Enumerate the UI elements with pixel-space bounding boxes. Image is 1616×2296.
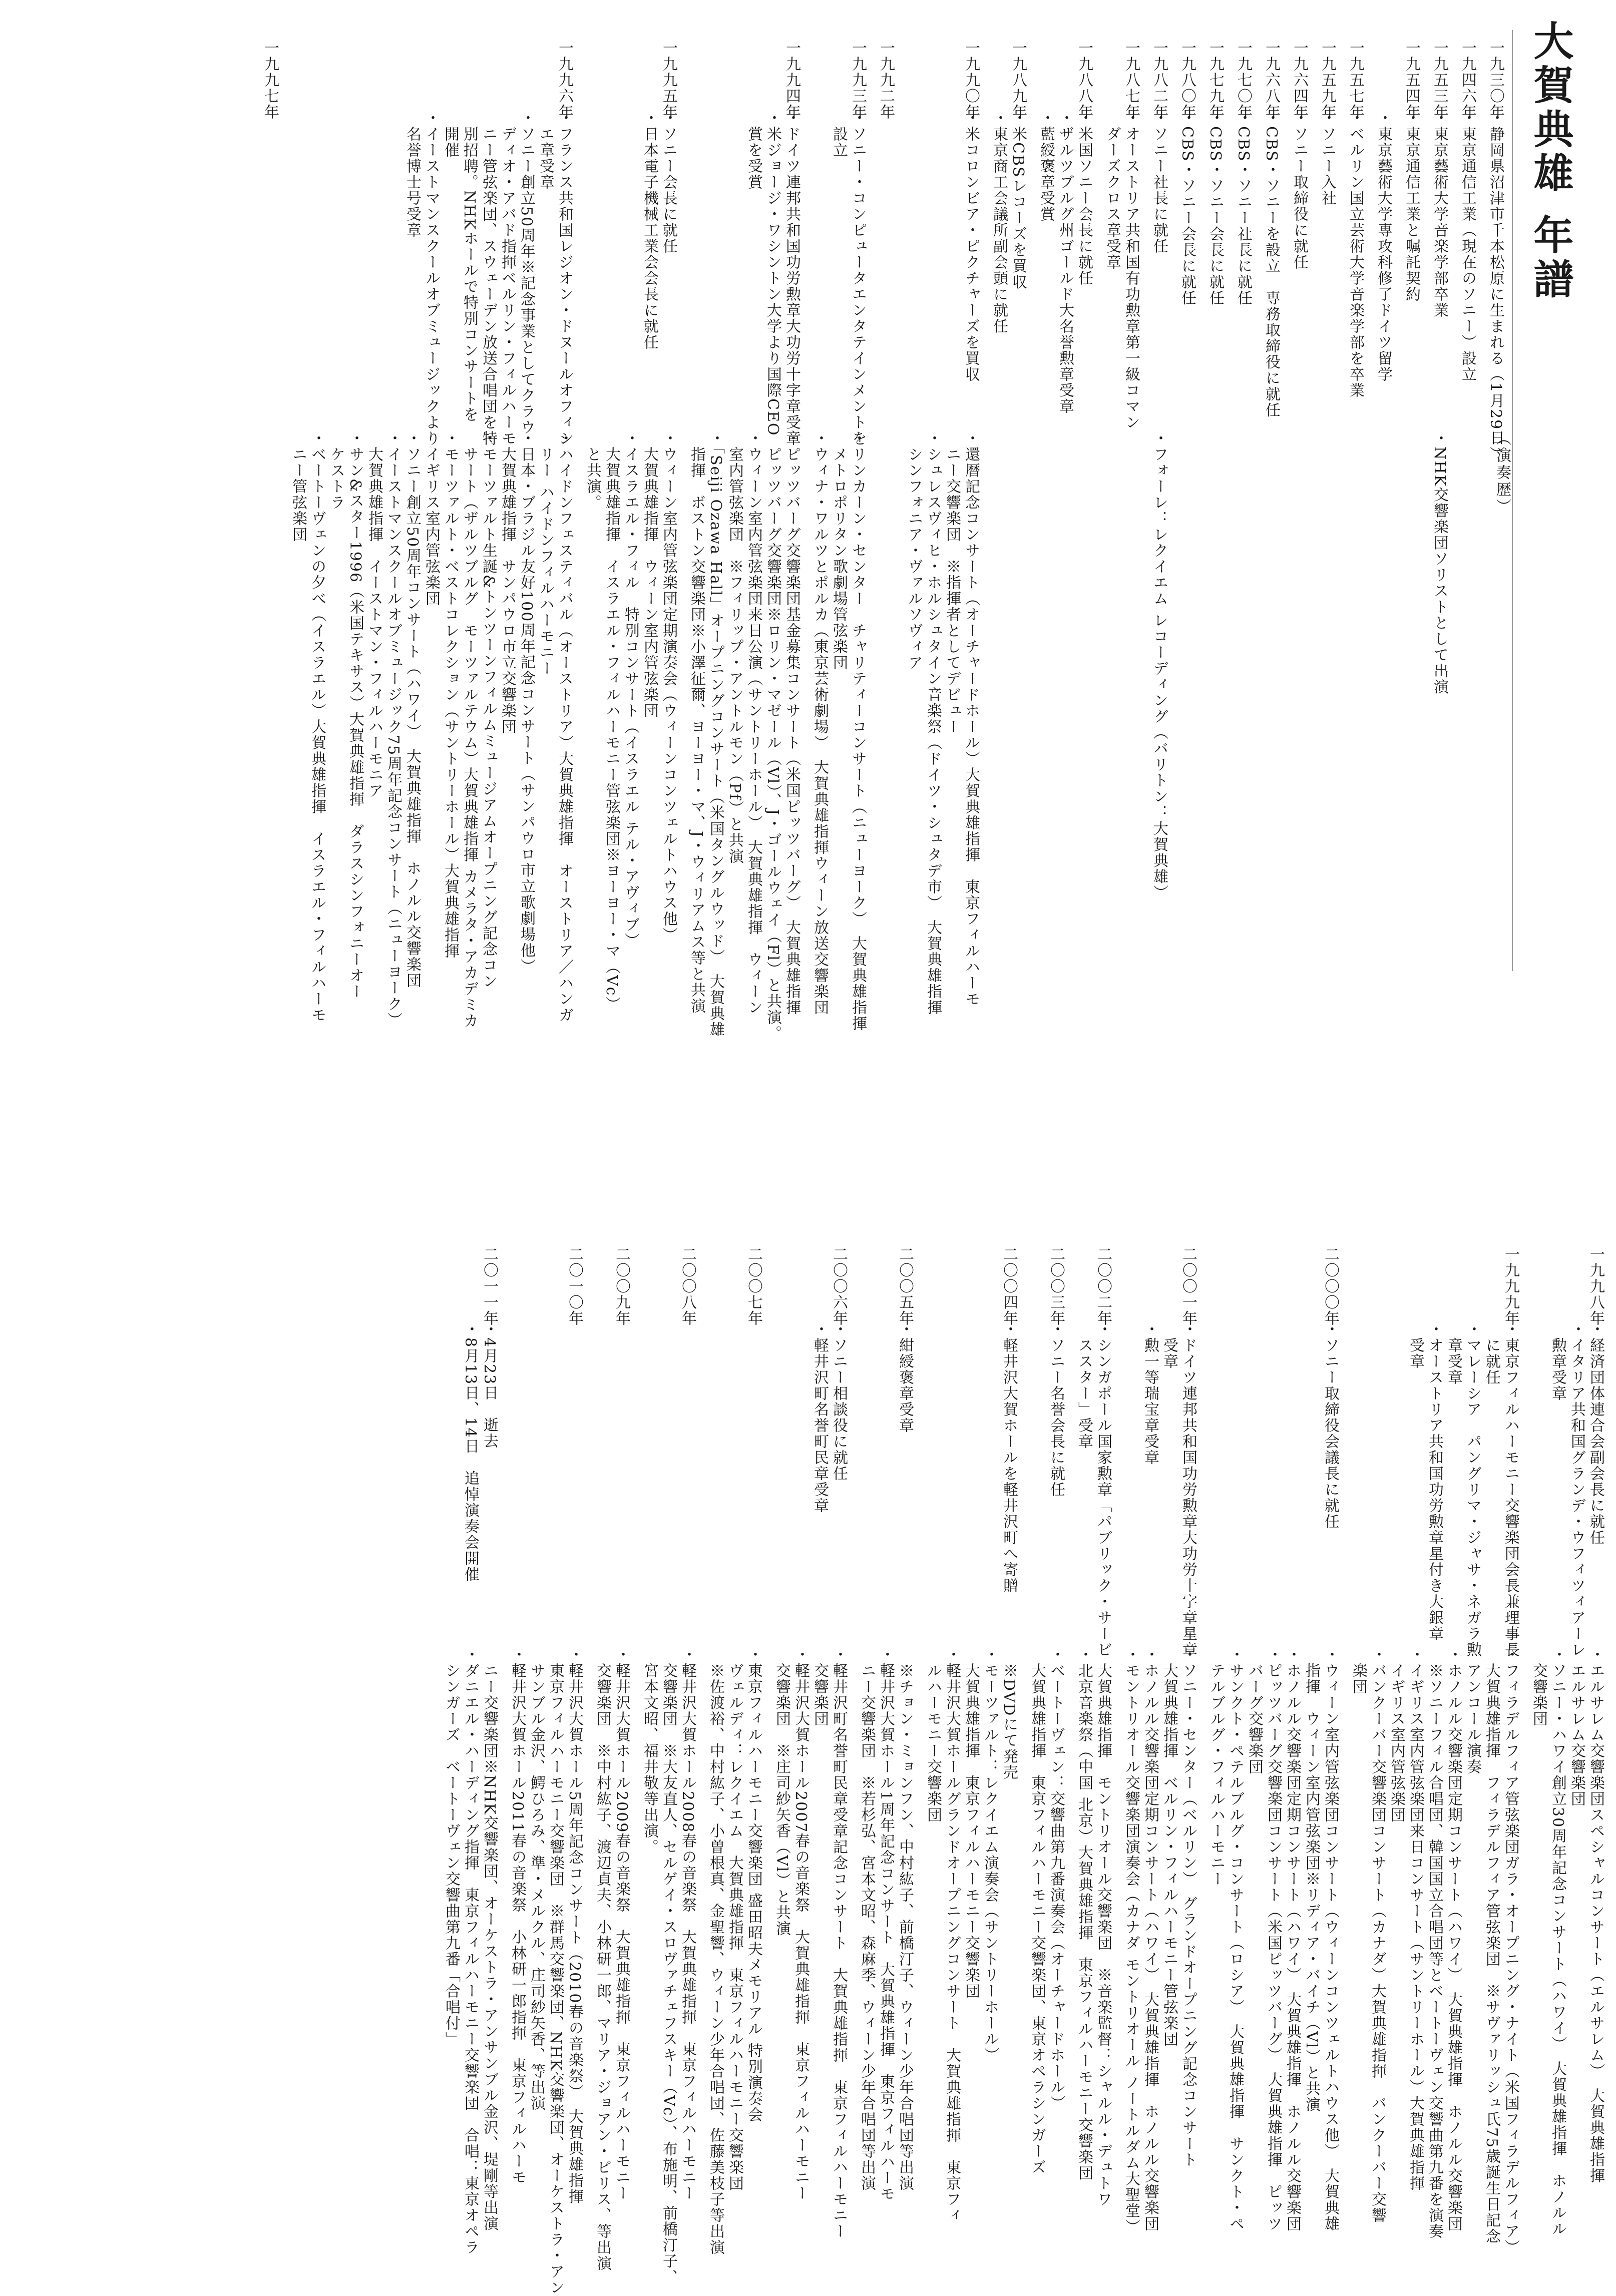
top-performance-event: ・フォーレ：レクイエム レコーディング（バリトン：大賀典雄） [1150, 430, 1168, 901]
page-title: 大賀典雄 年譜 [1527, 20, 1574, 302]
bottom-year: 二〇〇五年 [896, 1246, 914, 1326]
bottom-performance-event: ・ウィーン室内管弦楽団コンサート（ウィーンコンツェルトハウス他） 大賀典雄 [1322, 1647, 1339, 2232]
bottom-performance-event: ニー交響楽団 ※若杉弘、宮本文昭、森麻季、ウィーン少年合唱団等出演 [858, 1647, 876, 2191]
bottom-performance-event: ・東京フィルハーモニー交響楽団 盛田昭夫メモリアル 特別演奏会 [745, 1647, 762, 2123]
top-performance-event: ・日本・ブラジル友好100周年記念コンサート（サンパウロ市立歌劇場他） [518, 430, 535, 975]
bottom-performance-event: ・サンクト・ペテルブルグ・コンサート（ロシア） 大賀典雄指揮 サンクト・ペ [1227, 1647, 1244, 2232]
bottom-performance-event: 大賀典雄指揮 東京フィルハーモニー交響楽団、東京オペラシンガーズ [1028, 1647, 1046, 2175]
bottom-performance-event: 大賀典雄指揮 フィラデルフィア管弦楽団 ※サヴァリッシュ氏75歳誕生日記念 [1483, 1647, 1500, 2245]
top-life-event: エ章受章 [537, 110, 554, 190]
bottom-life-event: ・紺綬褒章受章 [896, 1321, 914, 1434]
bottom-year: 一九九八年 [1587, 1246, 1604, 1326]
bottom-performance-event: アンコール演奏 [1464, 1647, 1481, 1775]
top-life-event: ・東京藝術大学専攻科修了ドイツ留学 [1375, 110, 1392, 382]
top-year: 一九八二年 [1150, 40, 1168, 120]
bottom-year: 二〇〇四年 [1000, 1246, 1018, 1326]
bottom-performance-event: テルブルグ・フィルハーモニー [1207, 1647, 1225, 1887]
bottom-life-event: ・シンガポール国家勲章「パブリック・サービ [1094, 1321, 1112, 1658]
top-life-event: ・ザルツブルグ州ゴールド大名誉勲章受章 [1056, 110, 1074, 414]
top-year: 一九五四年 [1403, 40, 1420, 120]
bottom-year: 二〇〇七年 [745, 1246, 762, 1326]
top-year: 一九四六年 [1459, 40, 1476, 120]
bottom-performance-event: ※DVDにて発売 [1000, 1647, 1018, 1781]
bottom-performance-event: ・フィラデルフィア管弦楽団ガラ・オープニング・ナイト（米国フィラデルフィア） [1502, 1647, 1519, 2255]
bottom-life-event: ・ソニー取締役会議長に就任 [1322, 1321, 1339, 1530]
bottom-life-event: 勲章受章 [1549, 1321, 1566, 1402]
bottom-performance-event: ニー交響楽団※NHK交響楽団、オーケストラ・アンサンブル金沢、堤剛等出演 [481, 1647, 498, 2232]
bottom-year: 二〇〇〇年 [1322, 1246, 1339, 1326]
top-life-event: ・CBS・ソニーを設立 専務取締役に就任 [1263, 110, 1280, 418]
bottom-performance-event: ・ピッツバーグ交響楽団コンサート（米国ピッツバーグ） 大賀典雄指揮 ピッツ [1265, 1647, 1282, 2232]
bottom-performance-event: 交響楽団 ※大友直人、セルゲイ・スロヴァチェフスキー（Vc）、布施明、前橋汀子、 [660, 1647, 677, 2285]
top-year: 一九九〇年 [962, 40, 980, 120]
top-performance-event: ・還暦記念コンサート（オーチャードホール）大賀典雄指揮 東京フィルハーモ [962, 430, 980, 1007]
bottom-performance-event: ・軽井沢大賀ホールグランドオープニングコンサート 大賀典雄指揮 東京フィ [943, 1647, 961, 2223]
top-life-event: ・CBS・ソニー社長に就任 [1235, 110, 1252, 306]
top-life-event: ・オーストリア共和国有功勲章第一級コマン [1122, 110, 1140, 430]
bottom-performance-event: 交響楽団 ※庄司紗矢香（Vl）と共演 [773, 1647, 790, 1937]
bottom-performance-event: ヴェルディ：レクイエム 大賀典雄指揮 東京フィルハーモニー交響楽団 [726, 1647, 743, 2191]
top-year: 一九七九年 [1206, 40, 1224, 120]
bottom-life-event: ・経済団体連合会副会長に就任 [1587, 1321, 1604, 1546]
top-performance-event: ・ウィーン室内管弦楽団定期演奏会（ウィーンコンツェルトハウス他） [660, 430, 677, 943]
bottom-performance-event: ・軽井沢大賀ホール2008春の音楽祭 大賀典雄指揮 東京フィルハーモニー [679, 1647, 696, 2202]
top-performance-event: と共演。 [584, 430, 601, 511]
top-life-event: ・CBS・ソニー会長に就任 [1206, 110, 1224, 306]
top-year: 一九五七年 [1347, 40, 1364, 120]
bottom-life-event: 受章 [1160, 1321, 1178, 1369]
bottom-performance-event: 大賀典雄指揮 東京フィルハーモニー交響楽団 [962, 1647, 980, 1999]
top-performance-event: ・モーツァルト・ベストコレクション（サントリーホール）大賀典雄指揮 [442, 430, 459, 959]
bottom-life-event: ・軽井沢町名誉町民章受章 [811, 1321, 829, 1514]
bottom-life-event: ・ソニー相談役に就任 [830, 1321, 848, 1482]
top-year: 一九八八年 [1075, 40, 1093, 120]
top-performance-event: リー ハイドンフィルハーモニー [537, 430, 554, 677]
bottom-year: 二〇〇九年 [613, 1246, 630, 1326]
bottom-performance-event: ・モーツァルト：レクイエム演奏会（サントリーホール） [981, 1647, 999, 2063]
bottom-performance-event: ・北京音楽祭（中国 北京）大賀典雄指揮 東京フィルハーモニー交響楽団 [1075, 1647, 1093, 2181]
bottom-life-event: ・マレーシア パングリマ・ジャサ・ネガラ勲 [1464, 1321, 1481, 1658]
top-year: 一九九六年 [556, 40, 573, 120]
bottom-performance-event: ・軽井沢大賀ホール2009春の音楽祭 大賀典雄指揮 東京フィルハーモニー [613, 1647, 630, 2202]
bottom-performance-event: ・軽井沢大賀ホール1周年記念コンサート 大賀典雄指揮 東京フィルハーモ [877, 1647, 895, 2202]
top-year: 一九九五年 [660, 40, 677, 120]
top-life-event: ・米コロンビア・ピクチャーズを買収 [962, 110, 980, 382]
top-performance-event: ピッツバーグ交響楽団※ロリン・マゼール（Vl）、J・ゴールウェイ（Fl）と共演。 [764, 430, 781, 1042]
top-performance-event: 大賀典雄指揮 イーストマン・フィルハーモニア [365, 430, 383, 799]
bottom-life-event: ・ソニー名誉会長に就任 [1047, 1321, 1065, 1498]
bottom-performance-event: 交響楽団 [1530, 1647, 1547, 1727]
bottom-performance-event: イギリス室内管弦楽団 [1388, 1647, 1405, 1823]
top-life-event: 賞を受賞 [745, 110, 762, 190]
top-life-event: ・東京通信工業（現在のソニー）設立 [1459, 110, 1476, 382]
top-performance-event: ・ハイドンフェスティバル（オーストリア）大賀典雄指揮 オーストリア／ハンガ [556, 430, 573, 1023]
top-performance-event: 大賀典雄指揮 イスラエル・フィルハーモニー管弦楽団※ヨーヨー・マ（Vc） [603, 430, 620, 1013]
top-life-event: 設立 [830, 110, 848, 158]
bottom-performance-event: ・バンクーバー交響楽団コンサート（カナダ）大賀典雄指揮 バンクーバー交響 [1369, 1647, 1386, 2223]
top-year: 一九五三年 [1431, 40, 1448, 120]
top-life-event: ・東京通信工業と嘱託契約 [1403, 110, 1420, 302]
top-life-event: ・日本電子機械工業会会長に就任 [641, 110, 658, 350]
bottom-performance-event: ・ホノルル交響楽団定期コンサート（ハワイ） 大賀典雄指揮 ホノルル交響楽団 [1445, 1647, 1462, 2232]
bottom-performance-event: ※ソニーフィル合唱団、韓国国立合唱団等とベートーヴェン交響曲第九番を演奏 [1426, 1647, 1443, 2239]
top-year: 一九九四年 [783, 40, 800, 120]
top-performance-event: ・イーストマンスクールオブミュージック75周年記念コンサート（ニューヨーク） [384, 430, 402, 1029]
bottom-year: 二〇〇一年 [1179, 1246, 1197, 1326]
top-performance-event: ・イスラエル・フィル 特別コンサート（イスラエル テル・アヴィブ） [622, 430, 639, 949]
top-performance-event: ・ピッツバーグ交響楽団基金募集コンサート（米国ピッツバーグ） 大賀典雄指揮 [783, 430, 800, 1016]
top-performance-event: ・ソニー創立50周年コンサート（ハワイ） 大賀典雄指揮 ホノルル交響楽団 [403, 430, 421, 989]
top-performance-event: 室内管弦楽団 ※フィリップ・アントルモン（Pf）と共演 [726, 430, 743, 865]
top-performance-event: ・リンカーン・センター チャリティーコンサート（ニューヨーク） 大賀典雄指揮 [849, 430, 867, 1032]
top-life-event: ・ベルリン国立芸術大学音楽学部を卒業 [1347, 110, 1364, 398]
top-year: 一九九七年 [261, 40, 279, 120]
performance-heading: （演奏歴） [1493, 430, 1511, 516]
bottom-life-event: 受章 [1407, 1321, 1424, 1369]
top-performance-event: 大賀典雄指揮 サンパウロ市立交響楽団 [499, 430, 516, 735]
bottom-performance-event: ・ホノルル交響楽団定期コンサート（ハワイ） 大賀典雄指揮 ホノルル交響楽団 [1284, 1647, 1301, 2232]
bottom-performance-event: ・軽井沢大賀ホール2011春の音楽祭 小林研一郎指揮 東京フィルハーモ [509, 1647, 526, 2186]
bottom-life-event: ・勲一等瑞宝章受章 [1141, 1321, 1159, 1466]
bottom-life-event: ・オーストリア共和国功労勲章星付き大銀章 [1426, 1321, 1443, 1642]
bottom-performance-event: 大賀典雄指揮 ベルリン・フィルハーモニー管弦楽団 [1160, 1647, 1178, 2047]
bottom-performance-event: ・ソニー・ハワイ創立30周年記念コンサート（ハワイ） 大賀典雄指揮 ホノルル [1549, 1647, 1566, 2237]
top-life-event: 名誉博士号受章 [403, 110, 421, 238]
bottom-performance-event: ・ソニー・センター（ベルリン） グランドオープニング記念コンサート [1179, 1647, 1197, 2168]
top-year: 一九九三年 [849, 40, 867, 120]
bottom-life-event: ・イタリア共和国グランデ・ウフィツィアーレ [1568, 1321, 1585, 1658]
bottom-year: 二〇〇二年 [1094, 1246, 1112, 1326]
bottom-year: 二〇〇三年 [1047, 1246, 1065, 1326]
top-year: 一九六四年 [1291, 40, 1308, 120]
bottom-performance-event: シンガーズ ベートーヴェン交響曲第九番「合唱付」 [443, 1647, 460, 2047]
top-life-event: ・CBS・ソニー会長に就任 [1178, 110, 1196, 306]
bottom-life-event: ・8月13日、14日 追悼演奏会開催 [462, 1321, 479, 1583]
top-life-event: ・ソニー会長に就任 [660, 110, 677, 254]
top-life-event: ・ソニー社長に就任 [1150, 110, 1168, 254]
top-year: 一九七〇年 [1235, 40, 1252, 120]
top-performance-event: ニー管弦楽団 [289, 430, 307, 543]
bottom-life-event: ・東京フィルハーモニー交響楽団会長兼理事長 [1502, 1321, 1519, 1658]
top-life-event: ・ソニー・コンピュータエンタテインメントを [849, 110, 867, 446]
top-life-event: 開催 [442, 110, 459, 158]
top-life-event: ・ドイツ連邦共和国功労勲章大功労十字章受章 [783, 110, 800, 446]
top-life-event: ・東京藝術大学音楽学部卒業 [1431, 110, 1448, 318]
top-performance-event: ニー交響楽団 ※指揮者としてデビュー [943, 430, 961, 735]
top-performance-event: ・ウィーン室内管弦楽団来日公演（サントリーホール） 大賀典雄指揮 ウィーン [745, 430, 762, 1016]
bottom-performance-event: ・軽井沢大賀ホール2007春の音楽祭 大賀典雄指揮 東京フィルハーモニー [792, 1647, 810, 2202]
bottom-performance-event: ・ホノルル交響楽団定期コンサート（ハワイ） 大賀典雄指揮 ホノルル交響楽団 [1141, 1647, 1159, 2232]
top-performance-event: シンフォニア・ヴァルソヴィア [905, 430, 923, 671]
top-performance-event: ケストラ [327, 430, 345, 511]
bottom-life-event: ススター」受章 [1075, 1321, 1093, 1450]
bottom-performance-event: ・エルサレム交響楽団スペシャルコンサート（エルサレム） 大賀典雄指揮 [1587, 1647, 1604, 2184]
top-performance-event: ・「Seiji Ozawa Hall」オープニングコンサート（米国タングルウッド） 大賀典雄 [707, 430, 724, 1038]
top-life-event: ニー管弦楽団、スウェーデン放送合唱団を特 [480, 110, 497, 446]
bottom-performance-event: ※チョン・ミョンフン、中村紘子、前橋汀子、ウィーン少年合唱団等出演 [896, 1647, 914, 2191]
top-life-event: ・ソニー創立50周年※記念事業としてクラウ [518, 110, 535, 436]
top-life-event: ・ソニー入社 [1319, 110, 1336, 206]
top-performance-event: ・サン&スター1996（米国テキサス）大賀典雄指揮 ダラスシンフォニーオー [346, 430, 364, 1000]
top-life-event: ディオ・アバド指揮ベルリン・フィルハーモ [499, 110, 516, 446]
bottom-year: 二〇一〇年 [566, 1246, 583, 1326]
bottom-year: 二〇〇六年 [830, 1246, 848, 1326]
bottom-performance-event: バーグ交響楽団 [1246, 1647, 1263, 1775]
top-year: 一九三〇年 [1487, 40, 1504, 120]
bottom-life-event: ・4月23日 逝去 [481, 1321, 498, 1450]
top-year: 一九九二年 [877, 40, 895, 120]
bottom-performance-event: ルハーモニー交響楽団 [924, 1647, 942, 1823]
top-life-event: ・静岡県沼津市千本松原に生まれる（1月29日） [1487, 110, 1504, 463]
top-life-event: ・米国ソニー会長に就任 [1075, 110, 1093, 286]
top-year: 一九八〇年 [1178, 40, 1196, 120]
bottom-life-event: 章受章 [1445, 1321, 1462, 1386]
top-life-event: 別招聘。NHKホールで特別コンサートを [461, 110, 478, 423]
top-year: 一九六八年 [1263, 40, 1280, 120]
bottom-year: 二〇〇八年 [679, 1246, 696, 1326]
bottom-performance-event: エルサレム交響楽団 [1568, 1647, 1585, 1807]
top-performance-event: ・ウィナ・ワルツとポルカ（東京芸術劇場） 大賀典雄指揮ウィーン放送交響楽団 [811, 430, 829, 1016]
top-life-event: ダーズクロス章受章 [1103, 110, 1121, 270]
bottom-life-event: ・軽井沢大賀ホールを軽井沢町へ寄贈 [1000, 1321, 1018, 1594]
bottom-performance-event: 東京フィルハーモニー交響楽団 ※群馬交響楽団、NHK交響楽団、オーケストラ・アン [547, 1647, 564, 2296]
bottom-performance-event: ・ダニエル・ハーディング指揮 東京フィルハーモニー交響楽団 合唱：東京オペラ [462, 1647, 479, 2255]
bottom-performance-event: ・モントリオール交響楽団演奏会（カナダ モントリオール ノートルダム大聖堂） [1122, 1647, 1140, 2235]
top-performance-event: ・シュレスヴィヒ・ホルシュタイン音楽祭（ドイツ・シュタデ市） 大賀典雄指揮 [924, 430, 942, 1016]
bottom-performance-event: ・ベートーヴェン：交響曲第九番演奏会（オーチャードホール） [1047, 1647, 1065, 2111]
top-year: 一九八七年 [1122, 40, 1140, 120]
top-life-event: ・米CBSレコーズを買収 [1009, 110, 1027, 290]
bottom-performance-event: 指揮 ウィーン室内管弦楽団※リディア・バイチ（Vl）と共演 [1303, 1647, 1320, 2113]
top-life-event: ・藍綬褒章受賞 [1037, 110, 1055, 222]
top-performance-event: ・NHK交響楽団ソリストとして出演 [1431, 430, 1448, 695]
top-life-event: ・ソニー取締役に就任 [1291, 110, 1308, 270]
top-life-event: ・米ジョージ・ワシントン大学より国際CEO [764, 110, 781, 436]
bottom-life-event: ・ドイツ連邦共和国功労勲章大功労十字章星章 [1179, 1321, 1197, 1658]
bottom-life-event: に就任 [1483, 1321, 1500, 1386]
bottom-performance-event: ・イギリス室内管弦楽団来日コンサート（サントリーホール）大賀典雄指揮 [1407, 1647, 1424, 2191]
top-life-event: ・イーストマンスクールオブミュージックより [423, 110, 440, 446]
bottom-performance-event: ※佐渡裕、中村紘子、小曽根真、金聖響、ウィーン少年合唱団、佐藤美枝子等出演 [707, 1647, 724, 2255]
bottom-performance-event: 交響楽団 [811, 1647, 829, 1727]
top-year: 一九八九年 [1009, 40, 1027, 120]
bottom-performance-event: 宮本文昭、福井敬等出演。 [641, 1647, 658, 1855]
top-performance-event: サート（ザルツブルグ モーツァルテウム）大賀典雄指揮 カメラタ・アカデミカ [461, 430, 478, 1029]
top-performance-event: ・モーツァルト生誕&トンツーンフィルムミュージアムオープニング記念コン [480, 430, 497, 990]
top-performance-event: 指揮 ボストン交響楽団※小澤征爾、ヨーヨー・マ、J・ウィリアムス等と共演 [688, 430, 705, 1015]
bottom-performance-event: サンブル金沢、鰐ひろみ、準・メルクル、庄司紗矢香、等出演 [528, 1647, 545, 2111]
bottom-year: 二〇一一年 [481, 1246, 498, 1326]
top-year: 一九五九年 [1319, 40, 1336, 120]
bottom-performance-event: 交響楽団 ※中村紘子、渡辺貞夫、小林研一郎、マリア・ジョアン・ピリス、等出演 [594, 1647, 611, 2271]
top-performance-event: 大賀典雄指揮 ウィーン室内管弦楽団 [641, 430, 658, 719]
top-life-event: ・フランス共和国レジオン・ドヌールオフィシ [556, 110, 573, 446]
bottom-performance-event: ・軽井沢町名誉町民章受章記念コンサート 大賀典雄指揮 東京フィルハーモニー [830, 1647, 848, 2239]
top-life-event: ・東京商工会議所副会頭に就任 [990, 110, 1008, 334]
bottom-year: 一九九九年 [1502, 1246, 1519, 1326]
top-performance-event: イギリス室内管弦楽団 [423, 430, 440, 607]
top-performance-event: ・ベートーヴェンの夕べ（イスラエル）大賀典雄指揮 イスラエル・フィルハーモ [308, 430, 326, 1023]
bottom-performance-event: 楽団 [1350, 1647, 1367, 1695]
bottom-performance-event: 大賀典雄指揮 モントリオール交響楽団 ※音楽監督：シャルル・デュトワ [1094, 1647, 1112, 2207]
bottom-performance-event: ・軽井沢大賀ホール5周年記念コンサート（2010春の音楽祭） 大賀典雄指揮 [566, 1647, 583, 2205]
top-performance-event: メトロポリタン歌劇場管弦楽団 [830, 430, 848, 671]
